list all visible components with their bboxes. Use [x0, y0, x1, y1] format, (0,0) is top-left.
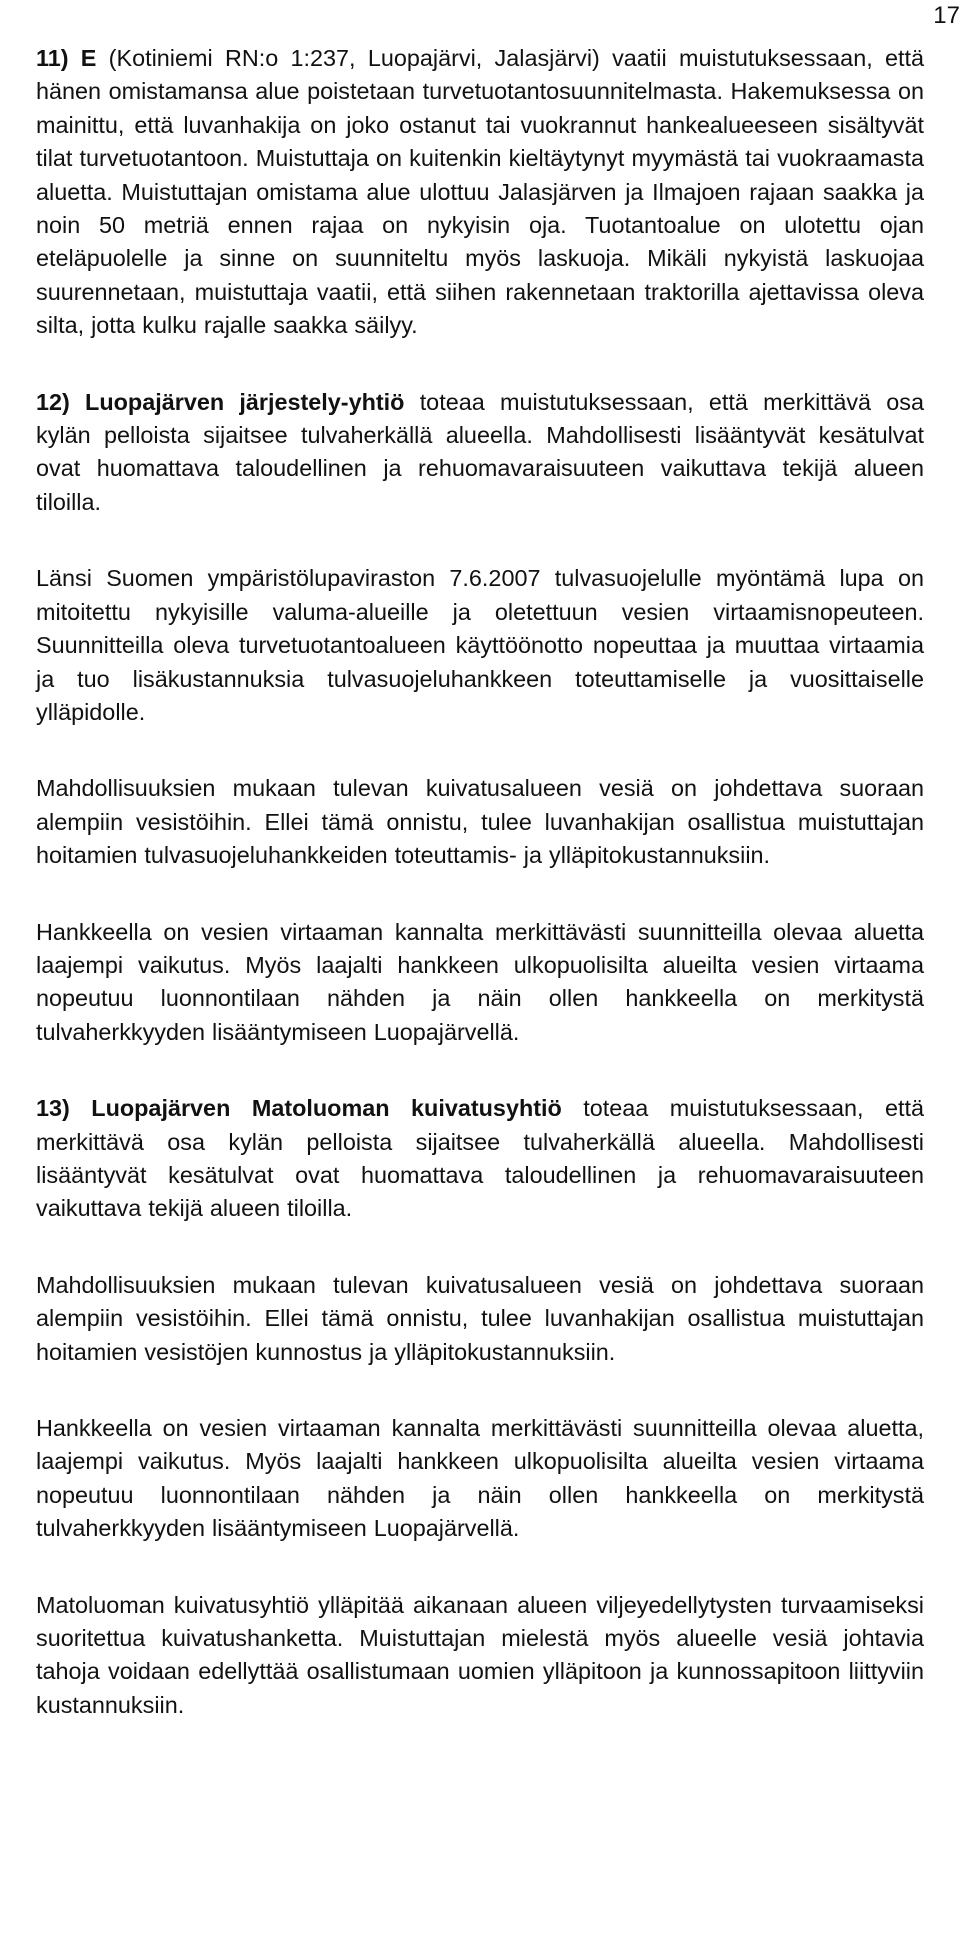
- paragraph-text: Mahdollisuuksien mukaan tulevan kuivatusalueen vesiä on johdettava suoraan alempiin vesistöihin. Ellei tämä onnistu, tulee luvanhakijan osallistua muistuttajan hoitamien vesistöjen kunnostus ja ylläpitokustannuksiin.: [36, 1271, 924, 1365]
- paragraph-text: Hankkeella on vesien virtaaman kannalta merkittävästi suunnitteilla olevaa aluetta laajempi vaikutus. Myös laajalti hankkeen ulkopuolisilta alueilta vesien virtaama nopeutuu luonnontilaan nähden ja näin ollen hankkeella on merkitystä tulvaherkkyyden lisääntymiseen Luopajärvellä.: [36, 918, 924, 1045]
- paragraph-flood-permit: [36, 562, 924, 729]
- paragraph-text: Mahdollisuuksien mukaan tulevan kuivatusalueen vesiä on johdettava suoraan alempiin vesistöihin. Ellei tämä onnistu, tulee luvanhakijan osallistua muistuttajan hoitamien tulvasuojeluhankkeiden toteuttamis- ja ylläpitokustannuksiin.: [36, 775, 924, 869]
- paragraph-text: Hankkeella on vesien virtaaman kannalta merkittävästi suunnitteilla olevaa aluetta, laajempi vaikutus. Myös laajalti hankkeen ulkopuolisilta alueilta vesien virtaama nopeutuu luonnontilaan nähden ja näin ollen hankkeella on merkitystä tulvaherkkyyden lisääntymiseen Luopajärvellä.: [36, 1415, 924, 1542]
- paragraph-text: toteaa muistutuksessaan, että merkittävä osa kylän pelloista sijaitsee tulvaherkällä alueella. Mahdollisesti lisääntyvät kesätulvat ovat huomattava taloudellinen ja rehuomavaraisuuteen vaikuttava tekijä alueen tiloilla.: [36, 388, 924, 515]
- paragraph-text: Länsi Suomen ympäristölupaviraston 7.6.2007 tulvasuojelulle myöntämä lupa on mitoitettu nykyisille valuma-alueille ja oletettuun vesien virtaamisnopeuteen. Suunnitteilla oleva turvetuotantoalueen käyttöönotto nopeuttaa ja muuttaa virtaamia ja tuo lisäkustannuksia tulvasuojeluhankkeen toteuttamiselle ja vuosittaiselle ylläpidolle.: [36, 565, 924, 725]
- paragraph-objection-11: [36, 42, 924, 343]
- paragraph-objection-12: [36, 386, 924, 520]
- paragraph-impact-12: [36, 916, 924, 1050]
- paragraph-drainage-12: [36, 772, 924, 872]
- paragraph-drainage-13: [36, 1269, 924, 1369]
- paragraph-maintenance-13: [36, 1589, 924, 1723]
- paragraph-text: toteaa muistutuksessaan, että merkittävä osa kylän pelloista sijaitsee tulvaherkällä alueella. Mahdollisesti lisääntyvät kesätulvat ovat huomattava taloudellinen ja rehuomavaraisuuteen vaikuttava tekijä alueen tiloilla.: [36, 1095, 924, 1222]
- paragraph-lead: 13) Luopajärven Matoluoman kuivatusyhtiö: [36, 1095, 562, 1122]
- paragraph-lead: 11) E: [36, 45, 97, 71]
- paragraph-objection-13: [36, 1092, 924, 1226]
- paragraph-lead: 12) Luopajärven järjestely-yhtiö: [36, 388, 405, 415]
- page-number: 17: [933, 2, 960, 29]
- paragraph-text: (Kotiniemi RN:o 1:237, Luopajärvi, Jalasjärvi) vaatii muistutuksessaan, että hänen omistamansa alue poistetaan turvetuotantosuunnitelmasta. Hakemuksessa on mainittu, että luvanhakija on joko ostanut tai vuokrannut hankealueeseen sisältyvät tilat turvetuotantoon. Muistuttaja on kuitenkin kieltäytynyt myymästä tai vuokraamasta aluetta. Muistuttajan omistama alue ulottuu Jalasjärven ja Ilmajoen rajaan saakka ja noin 50 metriä ennen rajaa on nykyisin oja. Tuotantoalue on ulotettu ojan eteläpuolelle ja sinne on suunniteltu myös laskuoja. Mikäli nykyistä laskuojaa suurennetaan, muistuttaja vaatii, että siihen rakennetaan traktorilla ajettavissa oleva silta, jotta kulku rajalle saakka säilyy.: [36, 45, 924, 339]
- paragraph-impact-13: [36, 1412, 924, 1546]
- paragraph-text: Matoluoman kuivatusyhtiö ylläpitää aikanaan alueen viljeyedellytysten turvaamiseksi suoritettua kuivatushanketta. Muistuttajan mielestä myös alueelle vesiä johtavia tahoja voidaan edellyttää osallistumaan uomien ylläpitoon ja kunnossapitoon liittyviin kustannuksiin.: [36, 1591, 924, 1718]
